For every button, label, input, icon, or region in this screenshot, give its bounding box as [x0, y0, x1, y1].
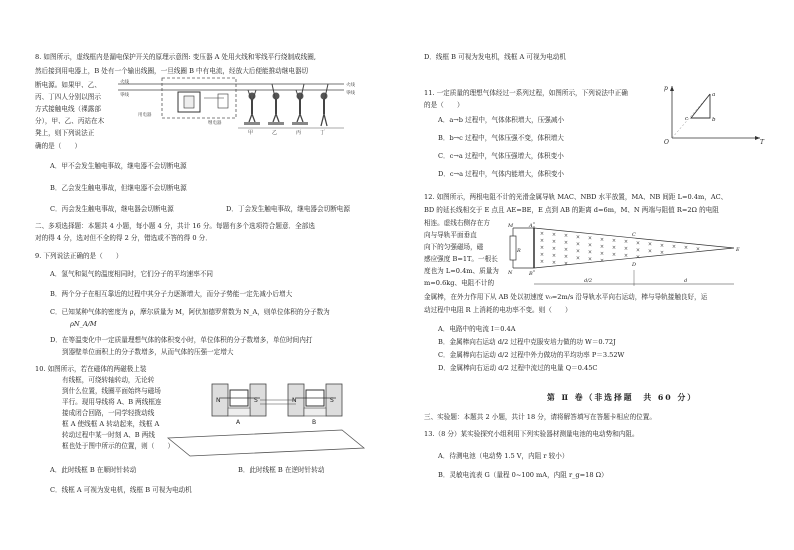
field-cross-mark: × — [599, 236, 605, 243]
field-cross-mark: × — [587, 242, 593, 249]
q12-line-8: m=0.6kg、电阻不计的 — [424, 279, 495, 287]
field-cross-mark: × — [539, 244, 545, 251]
field-cross-mark: × — [647, 241, 653, 248]
q13-stem: 13.（8 分）某实验探究小组利用下列实验器材测量电池的电动势和内阻。 — [424, 430, 639, 438]
field-cross-mark: × — [539, 251, 545, 258]
fig12-label-n: N — [508, 270, 513, 276]
field-cross-mark: × — [611, 245, 617, 251]
fig12-label-d-dist: d — [684, 278, 688, 284]
q12-option-d: D．金属棒向右运动 d/2 过程中流过的电量 Q＝0.45C — [438, 364, 598, 372]
field-cross-mark: × — [539, 237, 545, 244]
q10-line-3: 到什么位置，线圈平面始终与磁场 — [62, 387, 161, 395]
q10-line-1: 10. 如图所示，若在磁体的两磁极上装 — [35, 365, 147, 373]
q12-option-c: C．金属棒向右运动 d/2 过程中外力做功的平均功率 P＝3.52W — [438, 351, 625, 359]
field-cross-mark: × — [551, 232, 557, 238]
fig8-label-neutral: 零线 — [346, 91, 355, 96]
state-b-label: b — [712, 117, 716, 123]
fig12-label-c: C — [632, 232, 636, 238]
fig10-pole-s2: S — [330, 397, 334, 404]
q10-line-7: 转动过程中某一时刻 A、B 两线 — [62, 431, 155, 439]
fig8-label-live: 火线 — [346, 83, 355, 88]
field-cross-mark: × — [551, 260, 557, 266]
q13-item-b: B．灵敏电流表 G（量程 0~100 mA，内阻 r_g=18 Ω） — [438, 471, 608, 479]
field-cross-mark: × — [563, 254, 569, 261]
q12-line-1: 12. 如图所示，两根电阻不计的光滑金属导轨 MAC、NBD 水平放置，MA、NB 间距 L=0.4m，AC、 — [424, 193, 728, 201]
q10-option-a: A．此时线框 B 在顺时针转动 — [50, 466, 137, 474]
rotating-coils-figure — [160, 372, 368, 458]
field-cross-mark: × — [599, 243, 605, 250]
q10-line-8: 框也处于图中所示的位置，则（ ） — [62, 442, 175, 450]
fig10-label-b: B — [312, 419, 317, 426]
field-cross-mark: × — [635, 247, 641, 254]
q10-line-4: 平行。现用导线将 A、B 两线框连 — [62, 398, 162, 406]
q8-option-b: B．乙会发生触电事故，但继电器不会切断电源 — [50, 184, 187, 192]
state-c-label: c — [685, 116, 689, 122]
fig8-label-load: 用电器 — [138, 113, 152, 118]
axis-p-label: p — [664, 85, 668, 92]
q12-line-5: 向下的匀强磁场，磁 — [424, 243, 484, 251]
magnet-right — [288, 384, 342, 426]
field-cross-mark: × — [539, 258, 545, 265]
fig8-label-relay: 继电器 — [208, 121, 222, 126]
q8-line-4: 丙、丁四人分别以图示 — [35, 93, 101, 101]
field-cross-mark: × — [599, 257, 605, 264]
q13-item-a: A．待测电池（电动势 1.5 V，内阻 r 较小） — [438, 452, 569, 460]
field-cross-mark: × — [587, 256, 593, 263]
q10-option-b: B．此时线框 B 在逆时针转动 — [238, 466, 325, 474]
field-cross-mark: × — [575, 241, 581, 248]
fig8-label-bing: 丙 — [296, 130, 302, 136]
field-cross-mark: × — [599, 250, 605, 257]
fig10-label-a: A — [236, 419, 241, 426]
field-cross-mark: × — [611, 238, 617, 244]
field-cross-mark: × — [611, 252, 617, 258]
q12-option-a: A．电路中的电流 I＝0.4A — [438, 325, 516, 333]
section-ii-title: 第 Ⅱ 卷（非选择题 共 60 分） — [547, 393, 698, 402]
fig8-label-zero: 零线 — [120, 93, 129, 98]
axis-t-label: T — [760, 139, 765, 146]
field-cross-mark: × — [635, 254, 641, 261]
q9-option-d-line-2: 到器壁单位面积上的分子数增多，从而气体的压强一定增大 — [62, 348, 234, 356]
field-cross-mark: × — [623, 253, 629, 260]
fig12-label-d: D — [632, 262, 637, 268]
field-cross-mark: × — [539, 230, 545, 237]
q8-option-d: D．丁会发生触电事故，继电器会切断电源 — [226, 205, 350, 213]
q9-option-a: A．氢气和氮气的温度相同时，它们分子的平均速率不同 — [50, 270, 214, 278]
q10-option-d: D．线框 B 可视为发电机，线框 A 可视为电动机 — [424, 53, 566, 61]
section-2-line-1: 二、多项选择题：本题共 4 小题，每小题 4 分，共计 16 分。每题有多个选项符合题意．全部选 — [35, 222, 315, 230]
q8-line-3: 断电源。如果甲、乙、 — [35, 81, 101, 89]
field-cross-mark: × — [551, 253, 557, 259]
q8-line-6: 分），甲、乙、丙站在木 — [35, 117, 105, 125]
q8-line-1: 8. 如图所示，虚线框内是漏电保护开关的原理示意图: 变压器 A 处用火线和零线平行绕制成线圈, — [35, 53, 316, 61]
q11-line-1: 11. 一定质量的理想气体经过一系列过程，如图所示，下列说法中正确 — [424, 89, 628, 97]
fig10-pole-s1: S — [254, 397, 258, 404]
state-a-label: a — [712, 92, 716, 98]
q10-line-6: 框 A 使线框 A 转动起来，线框 A — [62, 420, 160, 428]
q12-line-7: 度也为 L=0.4m、质量为 — [424, 267, 499, 275]
fig12-label-m: M — [508, 223, 514, 229]
field-cross-mark: × — [551, 239, 557, 245]
field-cross-mark: × — [551, 246, 557, 252]
fig8-label-jia: 甲 — [248, 130, 254, 136]
fig12-label-b: B — [529, 271, 533, 277]
q8-option-a: A．甲不会发生触电事故，继电器不会切断电源 — [50, 162, 187, 170]
q10-option-c: C．线框 A 可视为发电机，线框 B 可视为电动机 — [50, 486, 192, 494]
q8-line-8: 确的是（ ） — [35, 142, 82, 150]
field-cross-mark: × — [575, 255, 581, 262]
q11-option-a: A．a→b 过程中，气体体积增大，压强减小 — [438, 116, 565, 124]
fig12-label-e: E — [736, 247, 740, 253]
leakage-protector-figure — [118, 76, 364, 136]
q9-option-d-line-1: D．在等温变化中一定质量理想气体的体积变小时，单位体积的分子数增多，单位时间内打 — [50, 336, 313, 344]
q12-line-4: 向与导轨平面垂直 — [424, 231, 477, 239]
fig10-pole-n1: N — [216, 397, 221, 404]
q8-option-c: C．丙会发生触电事故，继电器会切断电源 — [50, 205, 174, 213]
fig12-label-a: A — [529, 223, 533, 229]
fig10-pole-n2: N — [292, 397, 297, 404]
q9-option-c-formula: ρN_A/M — [70, 320, 97, 328]
field-cross-mark: × — [659, 242, 665, 249]
field-cross-mark: × — [575, 234, 581, 241]
field-cross-mark: × — [563, 247, 569, 254]
q9-stem: 9. 下列说法正确的是（ ） — [35, 252, 123, 260]
q11-option-d: D．c→a 过程中，气体内能增大，体积变小 — [438, 170, 565, 178]
rails-field-figure — [508, 222, 770, 288]
q12-line-2: BD 的延长线相交于 E 点且 AE=BE，E 点到 AB 的距离 d=6m，M、N 两端与阻值 R=2Ω 的电阻 — [424, 206, 719, 214]
field-cross-mark: × — [635, 240, 641, 247]
field-cross-mark: × — [575, 248, 581, 255]
q11-option-b: B．b→c 过程中，气体压强不变，体积增大 — [438, 134, 564, 142]
q8-line-7: 凳上，则下列说法正 — [35, 129, 95, 137]
magnet-left — [212, 384, 266, 426]
pt-diagram — [660, 82, 766, 146]
q8-line-5: 方式接触电线（裸露部 — [35, 105, 101, 113]
q12-line-3: 相连。虚线右侧存在方 — [424, 219, 490, 227]
q8-line-2: 然后接到用电器上，B 处有一个输出线圈，一旦线圈 B 中有电流，经放大后便能推动继电器切 — [35, 67, 309, 75]
person-jia — [244, 90, 260, 125]
fig8-label-yi: 乙 — [272, 130, 278, 136]
q11-option-c: C．c→a 过程中，气体压强增大，体积变小 — [438, 152, 564, 160]
q9-option-b: B．两个分子在相互靠近的过程中其分子力逐渐增大，而分子势能一定先减小后增大 — [50, 290, 293, 298]
field-cross-mark: × — [587, 249, 593, 256]
fig8-label-fire: 火线 — [120, 80, 129, 85]
fig12-label-r: R — [517, 248, 521, 254]
fig12-label-d-half: d/2 — [584, 278, 593, 284]
field-cross-mark: × — [563, 240, 569, 247]
field-cross-mark: × — [683, 245, 689, 252]
section-2-line-2: 对的得 4 分，选对但不全的得 2 分，错选或不答的得 0 分． — [35, 234, 212, 242]
q10-line-2: 有线框，可绕转轴转动，无论转 — [62, 376, 155, 384]
field-cross-mark: × — [671, 244, 677, 250]
q12-option-b: B．金属棒向右运动 d/2 过程中克服安培力做的功 W＝0.72J — [438, 338, 616, 346]
field-cross-mark: × — [659, 249, 665, 256]
q10-line-5: 接成闭合回路，一同学轻拨动线 — [62, 409, 155, 417]
field-cross-mark: × — [587, 235, 593, 242]
q12-line-9: 金属棒，在外力作用下从 AB 处以初速度 v₀=2m/s 沿导轨水平向右运动，棒与导轨接触良好，运 — [424, 293, 708, 301]
field-cross-mark: × — [623, 239, 629, 246]
q12-line-10: 动过程中电阻 R 上消耗的电功率不变。则（ ） — [424, 306, 572, 314]
section-3-heading: 三、实验题：本题共 2 小题，共计 18 分，请将解答填写在答题卡相应的位置。 — [424, 413, 656, 421]
q12-line-6: 感应强度 B=1T。一根长 — [424, 255, 498, 263]
field-cross-mark: × — [563, 233, 569, 240]
field-cross-mark: × — [563, 261, 569, 268]
field-cross-mark: × — [623, 246, 629, 253]
field-cross-mark: × — [695, 246, 701, 253]
q9-option-c: C．已知某种气体的密度为 ρ，摩尔质量为 M，阿伏加德罗常数为 N_A，则单位体积的分子数为 — [50, 308, 330, 316]
field-cross-mark: × — [647, 248, 653, 255]
fig8-label-ding: 丁 — [320, 130, 326, 136]
origin-label: O — [664, 139, 669, 146]
q11-line-2: 的是（ ） — [424, 101, 464, 109]
